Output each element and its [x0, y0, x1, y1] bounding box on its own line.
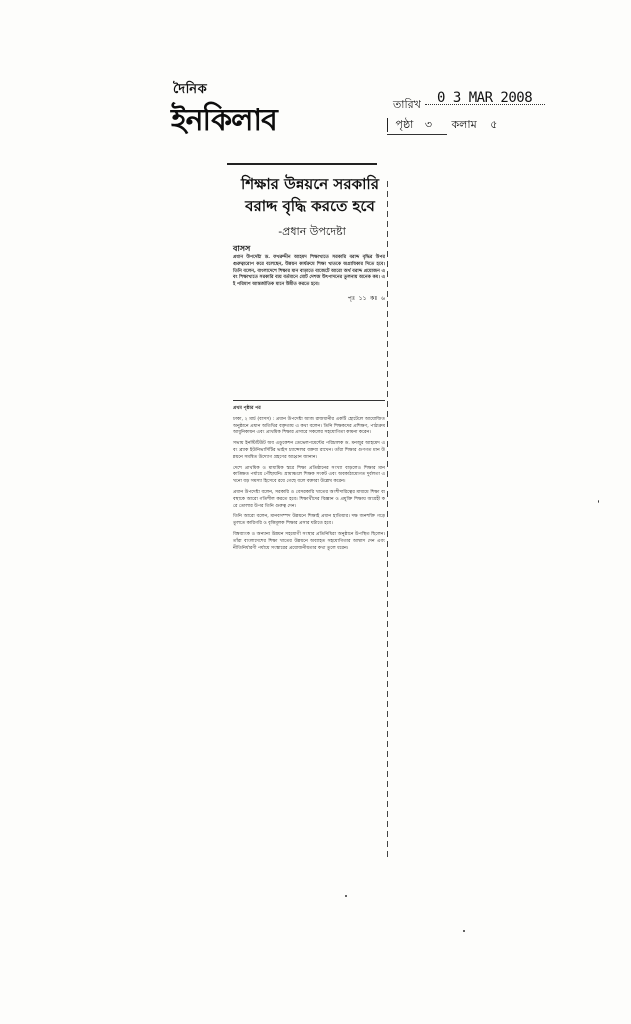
scan-speck	[345, 895, 347, 897]
page-value: ৩	[424, 118, 432, 131]
clipping-top-rule	[227, 163, 377, 165]
date-dotted-line	[425, 104, 545, 105]
scan-speck	[598, 500, 599, 503]
article-headline: শিক্ষার উন্নয়নে সরকারি বরাদ্দ বৃদ্ধি করতে হবে	[241, 175, 379, 215]
article-paragraph: সভায় ইনস্টিটিউট অব এডুকেশন ডেভেলপমেন্টের পরিচালক ড. মনজুর আহমেদ এবং ব্র্যাক ইউনিভার্সিটির ভাইস চ্যান্সেলর বক্তব্য রাখেন। তাঁরা শিক্ষার গুণগত মান উন্নয়নে সমন্বিত উদ্যোগ গ্রহণের আহ্বান জানান।	[233, 441, 385, 460]
article-byline: -প্রধান উপদেষ্টা	[278, 225, 346, 238]
page-label: পৃষ্ঠা	[395, 118, 414, 131]
article-dateline: বাসস	[233, 244, 251, 253]
date-label: তারিখ	[393, 98, 421, 111]
masthead-daily-label: দৈনিক	[173, 82, 208, 97]
stamp-underline	[387, 134, 447, 135]
continuation-label: প্রথম পৃষ্ঠার পর	[233, 406, 261, 411]
stamp-bar	[387, 118, 388, 132]
column-value: ৫	[490, 118, 498, 131]
date-stamp	[385, 88, 555, 140]
continued-reference: পৃঃ ১১ কঃ ৬	[347, 294, 385, 302]
scan-speck	[463, 930, 465, 932]
article-paragraph: প্রধান উপদেষ্টা ড. ফখরুদ্দীন আহমদ শিক্ষাখাতে সরকারি বরাদ্দ বৃদ্ধির উপর গুরুত্বারোপ করে বলেছেন, উন্নয়ন কার্যক্রমে শিক্ষা খাতকে অগ্রাধিকার দিতে হবে। তিনি বলেন, বাংলাদেশে শিক্ষার মান বাড়াতে বাজেটে আরো অর্থ বরাদ্দ প্রয়োজন এবং শিক্ষাখাতে সরকারি ব্যয় বর্তমানে মোট দেশজ উৎপাদনের তুলনায় অনেক কম। এই পরিমাণ আন্তর্জাতিক মানে উন্নীত করতে হবে।	[233, 255, 385, 288]
column-label: কলাম	[451, 118, 477, 131]
article-paragraph: ঢাকা, ২ মার্চ (বাসস) : প্রধান উপদেষ্টা আজ রাজধানীর একটি হোটেলে আয়োজিত অনুষ্ঠানে প্রধান অতিথির বক্তৃতায় এ কথা বলেন। তিনি শিক্ষকদের প্রশিক্ষণ, পাঠ্যক্রম আধুনিকায়ন এবং প্রাথমিক শিক্ষার প্রসারে সকলের সহযোগিতা কামনা করেন।	[233, 416, 385, 436]
article-paragraph: বিশ্বব্যাংক ও অন্যান্য উন্নয়ন সহযোগী সংস্থার প্রতিনিধিরা অনুষ্ঠানে উপস্থিত ছিলেন। তাঁরা বাংলাদেশের শিক্ষা খাতের উন্নয়নে অব্যাহত সহযোগিতার আশ্বাস দেন এবং নীতিনির্ধারণী পর্যায়ে সংস্কারের প্রয়োজনীয়তার কথা তুলে ধরেন।	[233, 531, 385, 551]
article-paragraph: প্রধান উপদেষ্টা বলেন, সরকারি ও বেসরকারি খাতের অংশীদারিত্বের মাধ্যমে শিক্ষা ব্যবস্থাকে আরো গতিশীল করতে হবে। শিক্ষার্থীদের বিজ্ঞান ও প্রযুক্তি শিক্ষায় আগ্রহী করে তোলার উপর তিনি গুরুত্ব দেন।	[233, 489, 385, 509]
article-paragraph: তিনি আরো বলেন, মানবসম্পদ উন্নয়নে শিক্ষাই প্রধান হাতিয়ার। দক্ষ জনশক্তি গড়ে তুলতে কারিগরি ও বৃত্তিমূলক শিক্ষার প্রসার ঘটাতে হবে।	[233, 514, 385, 527]
article-body-intro	[233, 255, 385, 308]
article-clipping	[227, 163, 389, 868]
article-paragraph: দেশে প্রাথমিক ও মাধ্যমিক স্তরে শিক্ষা প্রতিষ্ঠানের সংখ্যা বাড়লেও শিক্ষার মান কাঙ্ক্ষিত পর্যায়ে পৌঁছায়নি। গ্রামাঞ্চলে শিক্ষক সংকট এবং অবকাঠামোগত দুর্বলতা এখনো বড় সমস্যা হিসেবে রয়ে গেছে বলে বক্তারা উল্লেখ করেন।	[233, 465, 385, 485]
page-column-row	[387, 116, 497, 135]
article-body-continued	[233, 395, 385, 556]
masthead-newspaper-name: ইনকিলাব	[171, 103, 277, 138]
clipping-right-rule	[387, 181, 388, 861]
date-value: 0 3 MAR 2008	[437, 90, 533, 106]
section-divider	[233, 400, 385, 401]
